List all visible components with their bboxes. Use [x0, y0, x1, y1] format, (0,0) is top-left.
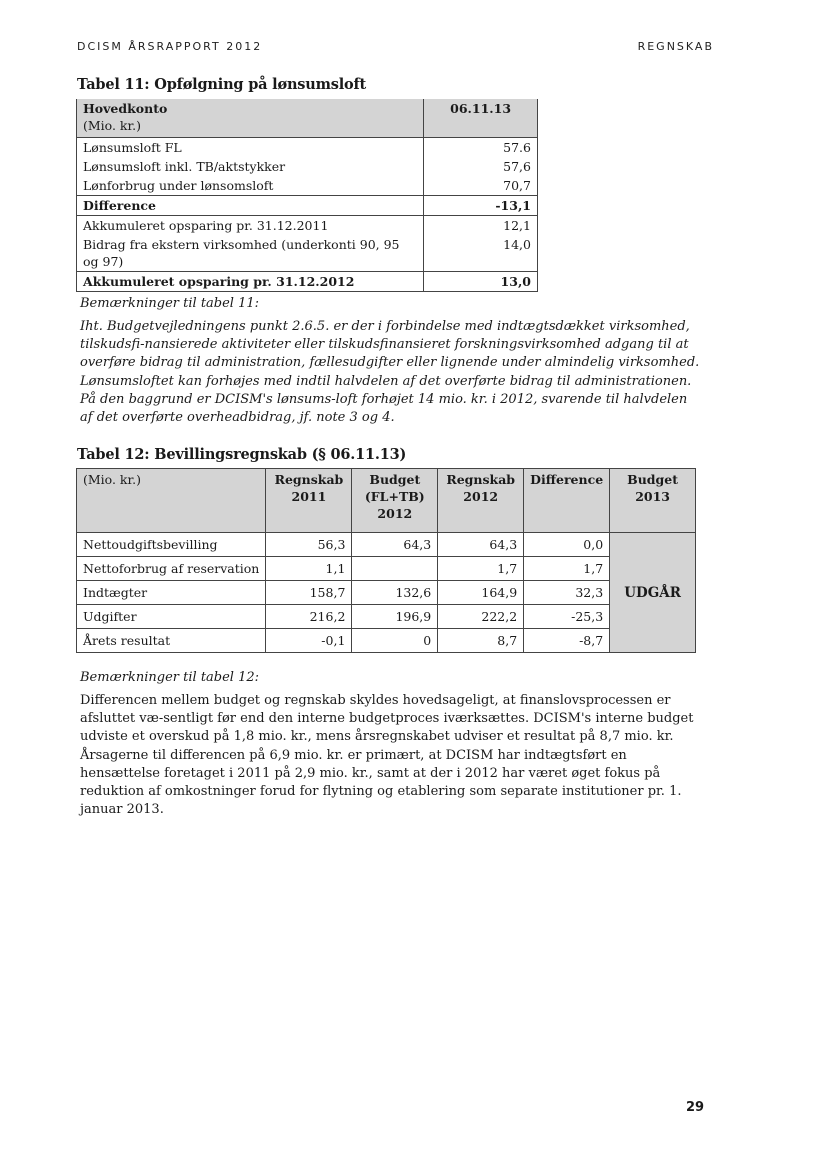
cell-difference: 32,3: [524, 581, 610, 605]
table-row: [77, 557, 696, 581]
table12: [76, 468, 696, 653]
cell-budget-2012: 64,3: [352, 533, 438, 557]
header-line: 2011: [291, 489, 327, 504]
row-label: Udgifter: [77, 605, 266, 629]
row-label: Lønforbrug under lønsomsloft: [77, 176, 424, 196]
row-label: Årets resultat: [77, 629, 266, 653]
table12-col-budget-2013: [610, 469, 696, 533]
cell-difference: -8,7: [524, 629, 610, 653]
header-line: Budget: [627, 472, 679, 487]
row-label: Lønsumsloft FL: [77, 137, 424, 157]
cell-regnskab-2012: 164,9: [438, 581, 524, 605]
header-line: Budget: [369, 472, 421, 487]
cell-difference: 1,7: [524, 557, 610, 581]
cell-regnskab-2012: 1,7: [438, 557, 524, 581]
table-row: [77, 271, 538, 291]
running-header-left: DCISM ÅRSRAPPORT 2012: [77, 40, 263, 53]
header-line: 2012: [377, 506, 413, 521]
table-row: [77, 605, 696, 629]
table11-remarks-text: Iht. Budgetvejledningens punkt 2.6.5. er der i forbindelse med indtægtsdækket virksomhed, tilskudsfi-nansierede aktiviteter eller tilskudsfinansieret forskningsvirksomhed adgang til at overføre bidrag til administration, fællesudgifter eller lignende under almindelig virksomhed. Lønsumsloftet kan forhøjes med indtil halvdelen af det overførte bidrag til administrationen. På den baggrund er DCISM's lønsums-loft forhøjet 14 mio. kr. i 2012, svarende til halvdelen af det overførte overheadbidrag, jf. note 3 og 4.: [80, 319, 700, 426]
table11-header-label: [77, 99, 424, 137]
table12-title: Tabel 12: Bevillingsregnskab (§ 06.11.13): [77, 446, 407, 463]
table-row: [77, 157, 538, 176]
cell-regnskab-2012: 8,7: [438, 629, 524, 653]
table12-remarks-text: Differencen mellem budget og regnskab skyldes hovedsageligt, at finanslovsprocessen er afsluttet væ-sentligt før end den interne budgetproces iværksættes. DCISM's interne budget udviste et overskud på 1,8 mio. kr., mens årsregnskabet udviser et resultat på 8,7 mio. kr. Årsagerne til differencen på 6,9 mio. kr. er primært, at DCISM har indtægtsført en hensættelse foretaget i 2011 på 2,9 mio. kr., samt at der i 2012 har været øget fokus på reduktion af omkostninger forud for flytning og etablering som separate institutioner pr. 1. januar 2013.: [80, 693, 694, 818]
table-row: [77, 176, 538, 196]
udgaar-cell: UDGÅR: [610, 533, 696, 653]
running-header-right: REGNSKAB: [637, 40, 714, 53]
header-line: 2013: [635, 489, 670, 504]
table12-col-regnskab-2012: [438, 469, 524, 533]
header-line: Regnskab: [446, 472, 516, 487]
row-value: 12,1: [424, 215, 538, 235]
row-label: Bidrag fra ekstern virksomhed (underkonti 90, 95 og 97): [77, 235, 424, 272]
row-label: Lønsumsloft inkl. TB/aktstykker: [77, 157, 424, 176]
table11-col-head: Hovedkonto: [83, 101, 168, 116]
table11-remarks-label: Bemærkninger til tabel 11:: [80, 296, 260, 311]
cell-budget-2012: 0: [352, 629, 438, 653]
table11-col-sub: (Mio. kr.): [83, 118, 141, 133]
row-label: Nettoudgiftsbevilling: [77, 533, 266, 557]
table-row: [77, 137, 538, 157]
page-number: 29: [686, 1100, 705, 1115]
table12-col-difference: [524, 469, 610, 533]
row-label: Nettoforbrug af reservation: [77, 557, 266, 581]
cell-regnskab-2011: -0,1: [266, 629, 352, 653]
cell-regnskab-2011: 216,2: [266, 605, 352, 629]
table-row: [77, 195, 538, 215]
row-value: 70,7: [424, 176, 538, 196]
header-line: Regnskab: [274, 472, 344, 487]
table11-title: Tabel 11: Opfølgning på lønsumsloft: [77, 76, 367, 93]
header-line: Difference: [530, 472, 604, 487]
table-row: [77, 215, 538, 235]
cell-difference: -25,3: [524, 605, 610, 629]
table12-col-regnskab-2011: [266, 469, 352, 533]
cell-regnskab-2011: 158,7: [266, 581, 352, 605]
cell-budget-2012: [352, 557, 438, 581]
table-row: [77, 235, 538, 272]
cell-regnskab-2012: 64,3: [438, 533, 524, 557]
cell-budget-2012: 196,9: [352, 605, 438, 629]
cell-regnskab-2012: 222,2: [438, 605, 524, 629]
table11: [76, 99, 538, 292]
row-label: Difference: [77, 195, 424, 215]
row-value: 13,0: [424, 271, 538, 291]
row-label: Akkumuleret opsparing pr. 31.12.2011: [77, 215, 424, 235]
cell-budget-2012: 132,6: [352, 581, 438, 605]
table12-col-budget-2012: [352, 469, 438, 533]
table-row: [77, 629, 696, 653]
table-row: [77, 581, 696, 605]
row-value: -13,1: [424, 195, 538, 215]
row-value: 57.6: [424, 137, 538, 157]
table12-unit: (Mio. kr.): [77, 469, 266, 533]
header-line: (FL+TB): [364, 489, 425, 504]
row-label: Indtægter: [77, 581, 266, 605]
cell-regnskab-2011: 1,1: [266, 557, 352, 581]
table11-col-date: 06.11.13: [424, 99, 538, 137]
row-value: 57,6: [424, 157, 538, 176]
table-row: [77, 533, 696, 557]
row-label: Akkumuleret opsparing pr. 31.12.2012: [77, 271, 424, 291]
row-value: 14,0: [424, 235, 538, 272]
header-line: 2012: [463, 489, 499, 504]
cell-difference: 0,0: [524, 533, 610, 557]
table12-remarks-label: Bemærkninger til tabel 12:: [80, 670, 260, 685]
cell-regnskab-2011: 56,3: [266, 533, 352, 557]
